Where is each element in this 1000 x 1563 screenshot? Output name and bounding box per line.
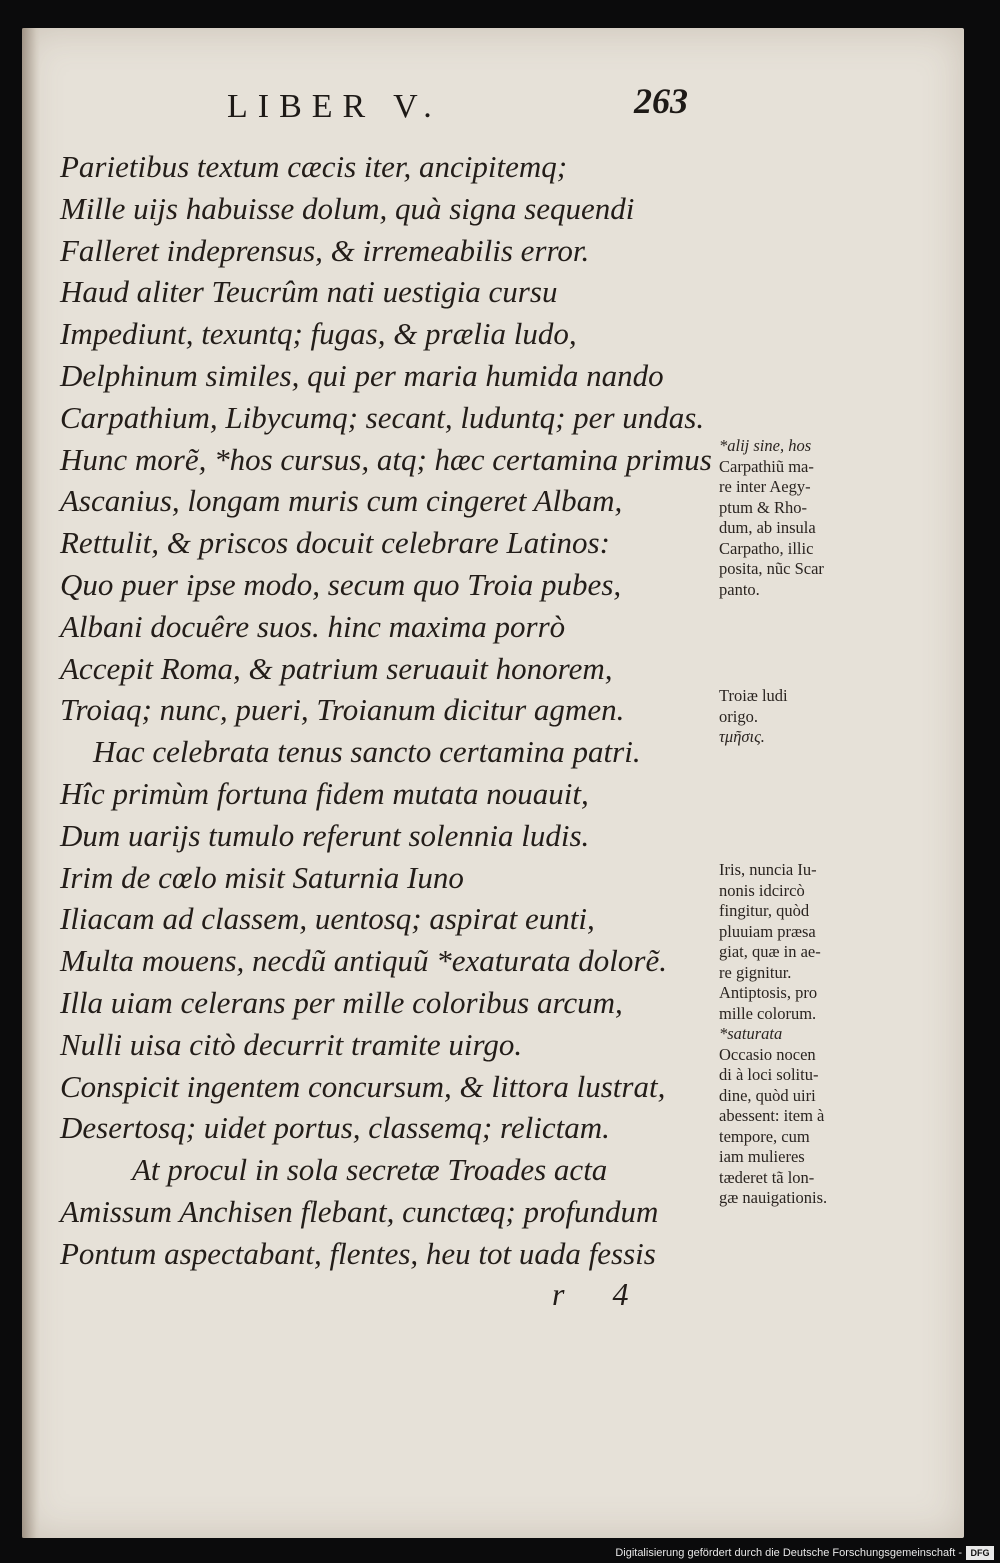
- verse-line: Albani docuêre suos. hinc maxima porrò: [60, 608, 566, 644]
- verse-line: Pontum aspectabant, flentes, heu tot uada fessis: [60, 1235, 656, 1271]
- note-line: gæ nauigationis.: [719, 1188, 828, 1207]
- note-line: Carpathiũ ma-: [719, 456, 814, 476]
- note-line: abessent: item à: [719, 1106, 825, 1125]
- page-number: 263: [634, 81, 688, 121]
- verse-line: Irim de cœlo misit Saturnia Iuno: [60, 859, 464, 895]
- note-line: pluuiam præsa: [719, 921, 816, 941]
- verse-line: Hac celebrata tenus sancto certamina patri.: [93, 734, 641, 770]
- note-line: τμῆσις.: [719, 727, 765, 746]
- verse-line: Illa uiam celerans per mille coloribus arcum,: [60, 984, 623, 1020]
- note-line: fingitur, quòd: [719, 901, 810, 920]
- verse-line: Dum uarijs tumulo referunt solennia ludis.: [60, 817, 590, 853]
- note-line: Iris, nuncia Iu-: [719, 860, 817, 879]
- note-line: tempore, cum: [719, 1126, 810, 1146]
- verse-line: Carpathium, Libycumq; secant, luduntq; per undas.: [60, 399, 705, 435]
- verse-line: Mille uijs habuisse dolum, quà signa sequendi: [60, 190, 635, 226]
- note-line: dine, quòd uiri: [719, 1085, 816, 1105]
- note-line: re inter Aegy-: [719, 477, 811, 496]
- marginal-note-troiae-ludi: [719, 686, 788, 748]
- digitization-credit: Digitalisierung gefördert durch die Deutsche Forschungsgemeinschaft -: [615, 1547, 962, 1559]
- page-gutter-shadow: [22, 28, 40, 1538]
- verse-line: At procul in sola secretæ Troades acta: [132, 1152, 608, 1188]
- verse-line: Troiaq; nunc, pueri, Troianum dicitur agmen.: [60, 692, 625, 728]
- verse-line: Accepit Roma, & patrium seruauit honorem,: [60, 650, 613, 686]
- verse-line: Quo puer ipse modo, secum quo Troia pubes,: [60, 566, 622, 602]
- verse-line: Hunc morẽ, *hos cursus, atq; hæc certamina primus: [60, 441, 712, 477]
- verse-line: Nulli uisa citò decurrit tramite uirgo.: [60, 1026, 523, 1062]
- note-line: Carpatho, illic: [719, 538, 814, 558]
- verse-line: Iliacam ad classem, uentosq; aspirat eunti,: [60, 901, 595, 937]
- verse-line: Rettulit, & priscos docuit celebrare Latinos:: [60, 525, 610, 561]
- marginal-note-iris: [719, 860, 827, 1209]
- note-line: re gignitur.: [719, 962, 792, 982]
- verse-line: Falleret indeprensus, & irremeabilis error.: [60, 232, 590, 268]
- verse-line: Amissum Anchisen flebant, cunctæq; profundum: [60, 1193, 659, 1229]
- verse-line: Impediunt, texuntq; fugas, & prælia ludo,: [60, 316, 577, 352]
- verse-line: Parietibus textum cæcis iter, ancipitemq;: [60, 149, 568, 184]
- marginal-note-carpathium: [719, 436, 824, 600]
- note-line: iam mulieres: [719, 1147, 805, 1166]
- note-line: origo.: [719, 706, 758, 726]
- dfg-logo: DFG: [966, 1546, 994, 1560]
- verse-line: Desertosq; uidet portus, classemq; relictam.: [60, 1110, 610, 1146]
- signature-mark: r 4: [552, 1276, 649, 1312]
- verse-line: Multa mouens, necdũ antiquũ *exaturata dolorẽ.: [60, 943, 667, 979]
- note-line: nonis idcircò: [719, 880, 805, 900]
- note-line: mille colorum.: [719, 1003, 817, 1023]
- note-line: Occasio nocen: [719, 1044, 816, 1064]
- running-head: LIBER V.: [227, 88, 442, 125]
- verse-line: Conspicit ingentem concursum, & littora lustrat,: [60, 1068, 666, 1104]
- note-line: panto.: [719, 579, 760, 599]
- verse-line: Hîc primùm fortuna fidem mutata nouauit,: [60, 775, 589, 811]
- verse-block: [60, 146, 750, 1275]
- note-line: posita, nũc Scar: [719, 559, 824, 578]
- note-line: Troiæ ludi: [719, 686, 788, 705]
- verse-line: Delphinum similes, qui per maria humida nando: [60, 357, 664, 393]
- note-line: tæderet tã lon-: [719, 1167, 815, 1187]
- note-line: Antiptosis, pro: [719, 983, 818, 1002]
- verse-line: Ascanius, longam muris cum cingeret Albam,: [60, 483, 623, 519]
- note-line: *saturata: [719, 1024, 783, 1043]
- note-line: ptum & Rho-: [719, 497, 808, 517]
- book-page: [22, 28, 964, 1538]
- note-line: giat, quæ in ae-: [719, 942, 821, 961]
- verse-line: Haud aliter Teucrûm nati uestigia cursu: [60, 274, 558, 310]
- note-line: *alij sine, hos: [719, 436, 812, 455]
- note-line: dum, ab insula: [719, 518, 816, 537]
- note-line: di à loci solitu-: [719, 1065, 819, 1084]
